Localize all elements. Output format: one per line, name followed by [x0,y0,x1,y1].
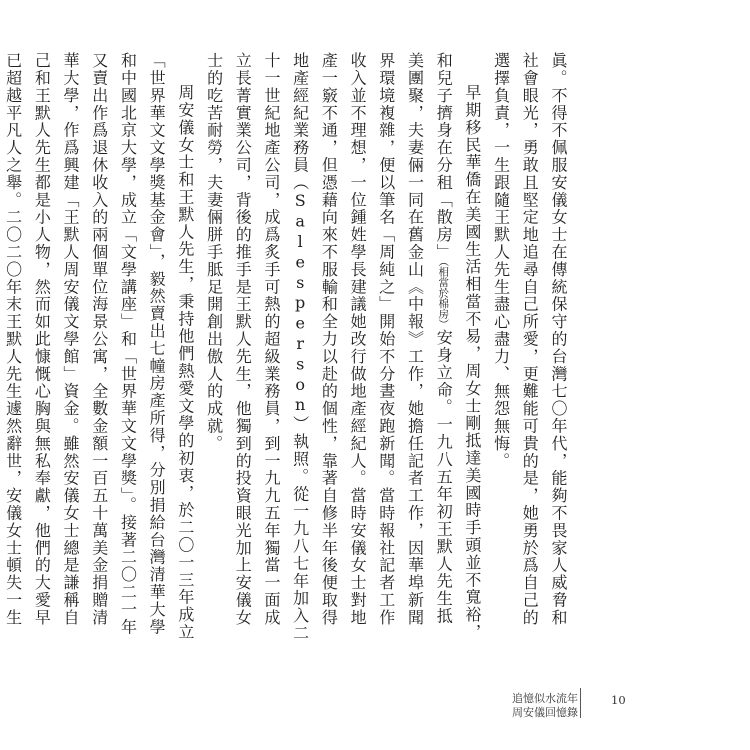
body-text [0,52,572,642]
footer-title-line-2: 周安儀回憶錄 [512,706,578,719]
paragraph-2-text-b: 安身立命。一九八五年初王默人先生抵美團聚，夫妻倆一同在舊金山《中報》工作，她擔任記者工作，因華埠新聞界環境複雜，便以筆名「周純之」開始不分晝夜跑新聞。當時報社記者工作收入並不理想，一位鍾姓學長建議她改行做地產經紀人。當時安儀女士對地產一竅不通，但憑藉向來不服輸和全力以赴的個性，靠著自修半年後便取得地產經紀業務員（Salesperson）執照。從一九八七年加入二十一世紀地產公司，成爲炙手可熱的超級業務員，到一九九五年獨當一面成立長菁實業公司，背後的推手是王默人先生，他獨到的投資眼光加上安儀女士的吃苦耐勞，夫妻倆胼手胝足開創出傲人的成就。 [204,52,454,642]
paragraph-3-text: 周安儀女士和王默人先生，秉持他們熱愛文學的初衷，於二〇一三年成立「世界華文文學獎基金會」，毅然賣出七幢房產所得，分別捐給台灣清華大學和中國北京大學，成立「文學講座」和「世界華文文學獎」。接著二〇二一年又賣出作爲退休收入的兩個單位海景公寓，全數金額一百五十萬美金捐贈清華大學，作爲興建「王默人周安儀文學館」資金。雖然安儀女士總是謙稱自己和王默人先生都是小人物，然而如此慷慨心胸與無私奉獻，他們的大愛早已超越平凡人之舉。二〇二〇年末王默人先生遽然辭世，安儀女士頓失一生 [3,52,195,641]
paragraph-3 [0,52,199,642]
paragraph-1-text: 眞。不得不佩服安儀女士在傳統保守的台灣七〇年代，能夠不畏家人威脅和社會眼光，勇敢且堅定地追尋自己所愛，更難能可貴的是，她勇於爲自己的選擇負責，一生跟隨王默人先生盡心盡力、無怨無悔。 [491,52,568,627]
paragraph-2-text-a: 早期移民華僑在美國生活相當不易，周女士剛抵達美國時手頭並不寬裕，和兒子擠身在分租「散房」 [434,52,482,641]
paragraph-1 [486,52,572,642]
footer-title-line-1: 追憶似水流年 [512,692,578,705]
running-footer-title [512,692,578,720]
paragraph-2-annotation: （相當於棉房） [437,260,450,330]
paragraph-2 [199,52,486,642]
page-number: 10 [611,693,626,707]
footer-divider [580,688,581,718]
